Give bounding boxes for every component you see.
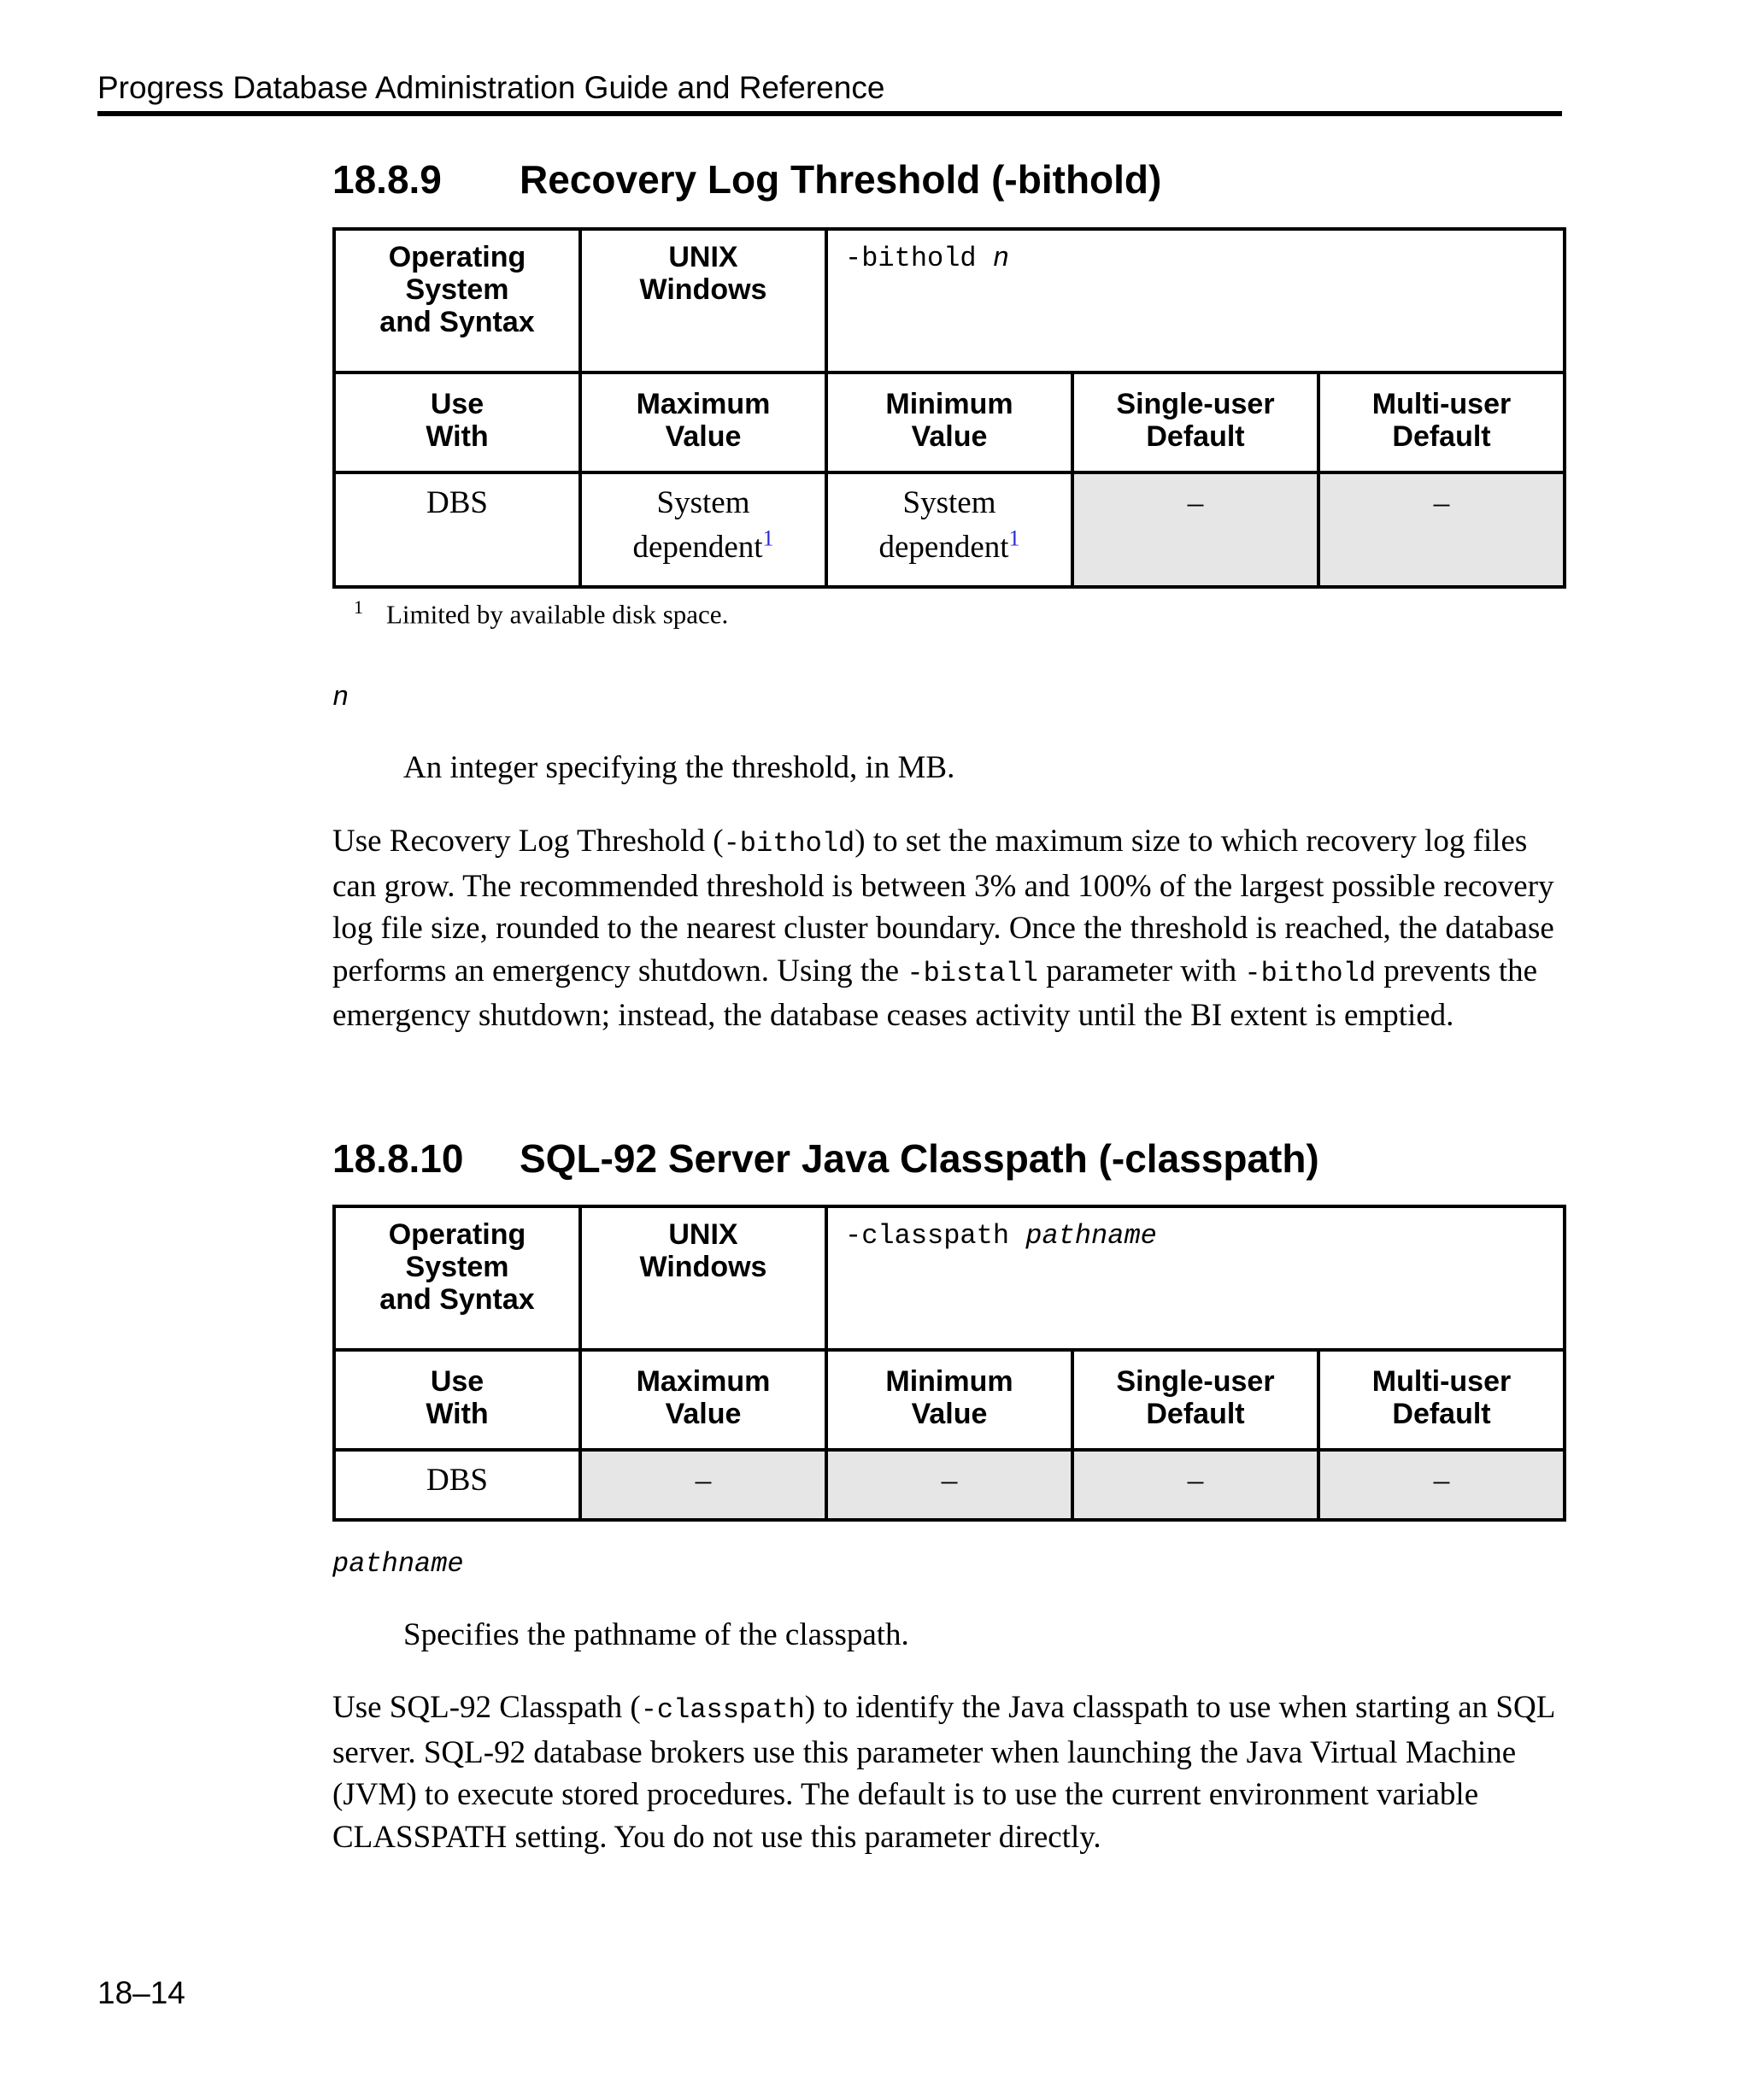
single-user-value: –: [1072, 1450, 1318, 1520]
section-title: SQL-92 Server Java Classpath (-classpath): [520, 1136, 1319, 1181]
header-rule: [97, 111, 1562, 116]
paragraph-text: Use SQL-92 Classpath (: [332, 1690, 641, 1725]
paragraph-text: Use Recovery Log Threshold (: [332, 824, 724, 859]
footnote-number: 1: [354, 596, 363, 618]
term-description: An integer specifying the threshold, in MB.: [403, 750, 955, 785]
syntax-arg: n: [992, 243, 1010, 274]
body-paragraph-classpath: [332, 1686, 1571, 1858]
section-number: 18.8.9: [332, 157, 442, 202]
inline-code: -bithold: [1244, 957, 1377, 989]
multi-user-value: –: [1318, 472, 1565, 587]
single-user-header: Single-user Default: [1072, 372, 1318, 472]
single-user-header: Single-user Default: [1072, 1350, 1318, 1450]
table-footnote: [354, 596, 728, 630]
platforms-cell: UNIX Windows: [580, 1206, 826, 1350]
inline-code: -bithold: [723, 828, 855, 859]
maximum-header: Maximum Value: [580, 372, 826, 472]
term-n: n: [332, 682, 349, 713]
os-syntax-header: Operating System and Syntax: [334, 1206, 580, 1350]
footnote-marker: 1: [762, 525, 774, 551]
syntax-cell: [826, 229, 1565, 372]
minimum-value: System dependent$^1$: [826, 472, 1072, 587]
paragraph-text: ) to set the maximum size to which recovery log files can grow. The recommended threshold is between 3% and 100% of the largest possible recovery log file size, rounded to the nearest cluster boundary. Once the threshold is reached, the database performs an emergency shutdown. Using the: [332, 824, 1554, 988]
multi-user-value: –: [1318, 1450, 1565, 1520]
inline-code: -classpath: [640, 1694, 805, 1726]
syntax-arg: pathname: [1025, 1220, 1157, 1252]
footnote-text: Limited by available disk space.: [386, 599, 729, 630]
use-with-header: Use With: [334, 372, 580, 472]
paragraph-text: parameter with: [1037, 953, 1245, 988]
maximum-value: System dependent$^1$: [580, 472, 826, 587]
use-with-value: DBS: [334, 472, 580, 587]
page-number: 18–14: [97, 1975, 185, 2010]
os-syntax-header: Operating System and Syntax: [334, 229, 580, 372]
syntax-flag: -bithold: [845, 243, 977, 274]
section-title: Recovery Log Threshold (-bithold): [520, 157, 1162, 202]
term-description: Specifies the pathname of the classpath.: [403, 1617, 909, 1652]
single-user-value: –: [1072, 472, 1318, 587]
multi-user-header: Multi-user Default: [1318, 1350, 1565, 1450]
syntax-flag: -classpath: [845, 1220, 1010, 1252]
parameter-table-classpath: [332, 1205, 1566, 1522]
syntax-cell: [826, 1206, 1565, 1350]
parameter-table-bithold: [332, 227, 1566, 589]
platforms-cell: UNIX Windows: [580, 229, 826, 372]
multi-user-header: Multi-user Default: [1318, 372, 1565, 472]
minimum-header: Minimum Value: [826, 1350, 1072, 1450]
paragraph-text: prevents the emergency shutdown; instead, the database ceases activity until the BI extent is emptied.: [332, 953, 1538, 1033]
section-number: 18.8.10: [332, 1136, 464, 1181]
running-header: Progress Database Administration Guide and Reference: [97, 70, 885, 105]
section-heading-bithold: [332, 156, 1161, 202]
section-heading-classpath: [332, 1135, 1319, 1182]
term-pathname: pathname: [332, 1548, 464, 1580]
body-paragraph-bithold: [332, 820, 1571, 1037]
minimum-header: Minimum Value: [826, 372, 1072, 472]
use-with-header: Use With: [334, 1350, 580, 1450]
inline-code: -bistall: [907, 957, 1038, 989]
footnote-marker: 1: [1008, 525, 1020, 551]
minimum-value: –: [826, 1450, 1072, 1520]
maximum-value: –: [580, 1450, 826, 1520]
paragraph-text: ) to identify the Java classpath to use when starting an SQL server. SQL-92 database brokers use this parameter when launching the Java Virtual Machine (JVM) to execute stored procedures. The default is to use the current environment variable CLASSPATH setting. You do not use this parameter directly.: [332, 1690, 1554, 1855]
use-with-value: DBS: [334, 1450, 580, 1520]
maximum-header: Maximum Value: [580, 1350, 826, 1450]
